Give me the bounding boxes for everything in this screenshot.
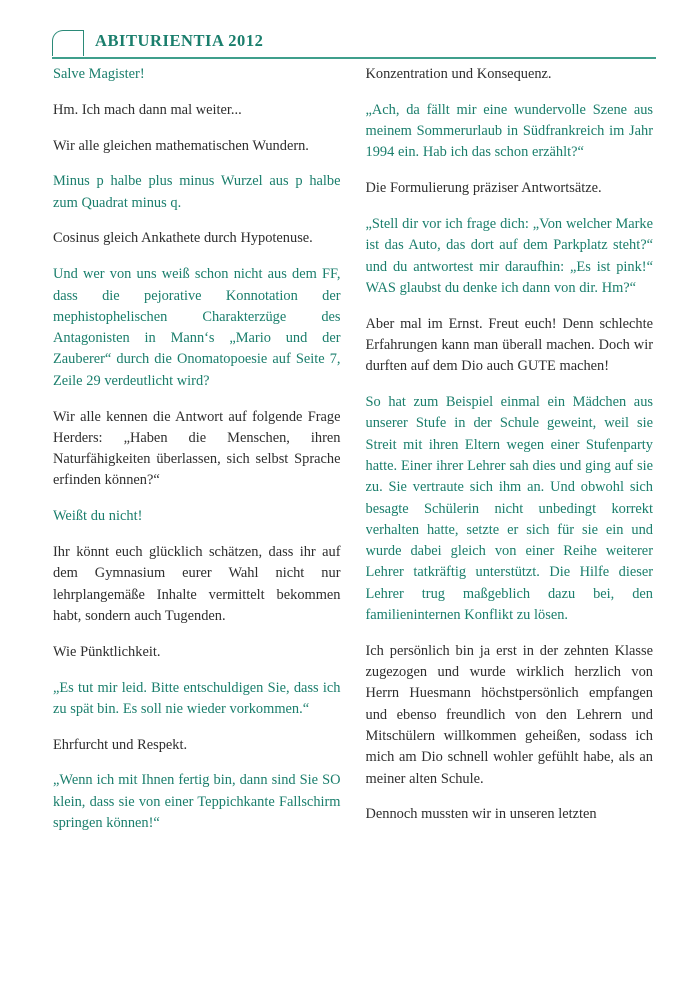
paragraph: Und wer von uns weiß schon nicht aus dem FF, dass die pejorative Konnotation der mephistophelischen Charakterzüge des Antagonisten in Mann‘s „Mario und der Zauberer“ durch die Onomatopoesie auf Seite 7, Zeile 29 verdeutlicht wird? xyxy=(53,266,341,389)
paragraph: Wir alle gleichen mathematischen Wundern. xyxy=(53,137,309,154)
paragraph: Aber mal im Ernst. Freut euch! Denn schlechte Erfahrungen kann man überall machen. Doch wir durften auf dem Dio auch GUTE machen! xyxy=(365,315,653,375)
right-column xyxy=(366,64,654,964)
paragraph: Die Formulierung präziser Antwortsätze. xyxy=(365,180,602,197)
paragraph: Konzentration und Konsequenz. xyxy=(365,66,552,82)
paragraph: Ehrfurcht und Respekt. xyxy=(53,736,188,753)
paragraph: Wir alle kennen die Antwort auf folgende Frage Herders: „Haben die Menschen, ihren Naturfähigkeiten überlassen, sich selbst Sprache erfinden können?“ xyxy=(53,408,341,489)
rounded-corner-bracket-icon xyxy=(52,30,84,56)
paragraph: Ich persönlich bin ja erst in der zehnten Klasse zugezogen und wurde wirklich herzlich von Herrn Huesmann höchstpersönlich empfangen und ebenso freundlich von den Lehrern und Mitschülern willkommen geheißen, sodass ich mich am Dio schnell wohler gefühlt habe, als an meiner alten Schule. xyxy=(365,642,653,787)
paragraph: Salve Magister! xyxy=(53,66,145,82)
left-column xyxy=(53,64,341,964)
paragraph: Hm. Ich mach dann mal weiter... xyxy=(53,101,242,118)
paragraph: „Ach, da fällt mir eine wundervolle Szene aus meinem Sommerurlaub in Südfrankreich im Jahr 1994 ein. Hab ich das schon erzählt?“ xyxy=(365,101,653,161)
paragraph: „Wenn ich mit Ihnen fertig bin, dann sind Sie SO klein, dass sie von einer Teppichkante Fallschirm springen können!“ xyxy=(53,772,341,832)
page-title: ABITURIENTIA 2012 xyxy=(95,31,264,50)
paragraph: Weißt du nicht! xyxy=(53,508,143,525)
paragraph: Wie Pünktlichkeit. xyxy=(53,643,161,660)
header-divider xyxy=(52,57,656,59)
paragraph: Dennoch mussten wir in unseren letzten xyxy=(365,806,597,823)
masthead xyxy=(52,28,656,62)
paragraph: Minus p halbe plus minus Wurzel aus p halbe zum Quadrat minus q. xyxy=(53,173,341,211)
paragraph: Cosinus gleich Ankathete durch Hypotenuse. xyxy=(53,230,313,247)
paragraph: „Es tut mir leid. Bitte entschuldigen Sie, dass ich zu spät bin. Es soll nie wieder vorkommen.“ xyxy=(53,679,341,717)
paragraph: „Stell dir vor ich frage dich: „Von welcher Marke ist das Auto, das dort auf dem Parkplatz steht?“ und du antwortest mir daraufhin: „Es ist pink!“ WAS glaubst du denke ich dann von dir. Hm?“ xyxy=(365,215,653,296)
paragraph: So hat zum Beispiel einmal ein Mädchen aus unserer Stufe in der Schule geweint, weil sie Streit mit ihren Eltern wegen einer Stufenparty hatte. Einer ihrer Lehrer sah dies und ging auf sie zu. Sie vertraute sich ihm an. Und obwohl sich besagte Schülerin nicht unbedingt korrekt verhalten hatte, setzte er sich für sie ein und wurde dabei gleich von einer Reihe weiterer Lehrer tatkräftig unterstützt. Die Hilfe dieser Lehrer trug maßgeblich dazu bei, den familieninternen Konflikt zu lösen. xyxy=(365,394,653,624)
article-body xyxy=(53,64,653,964)
paragraph: Ihr könnt euch glücklich schätzen, dass ihr auf dem Gymnasium eurer Wahl nicht nur lehrplangemäße Inhalte vermittelt bekommen habt, sondern auch Tugenden. xyxy=(53,544,341,624)
